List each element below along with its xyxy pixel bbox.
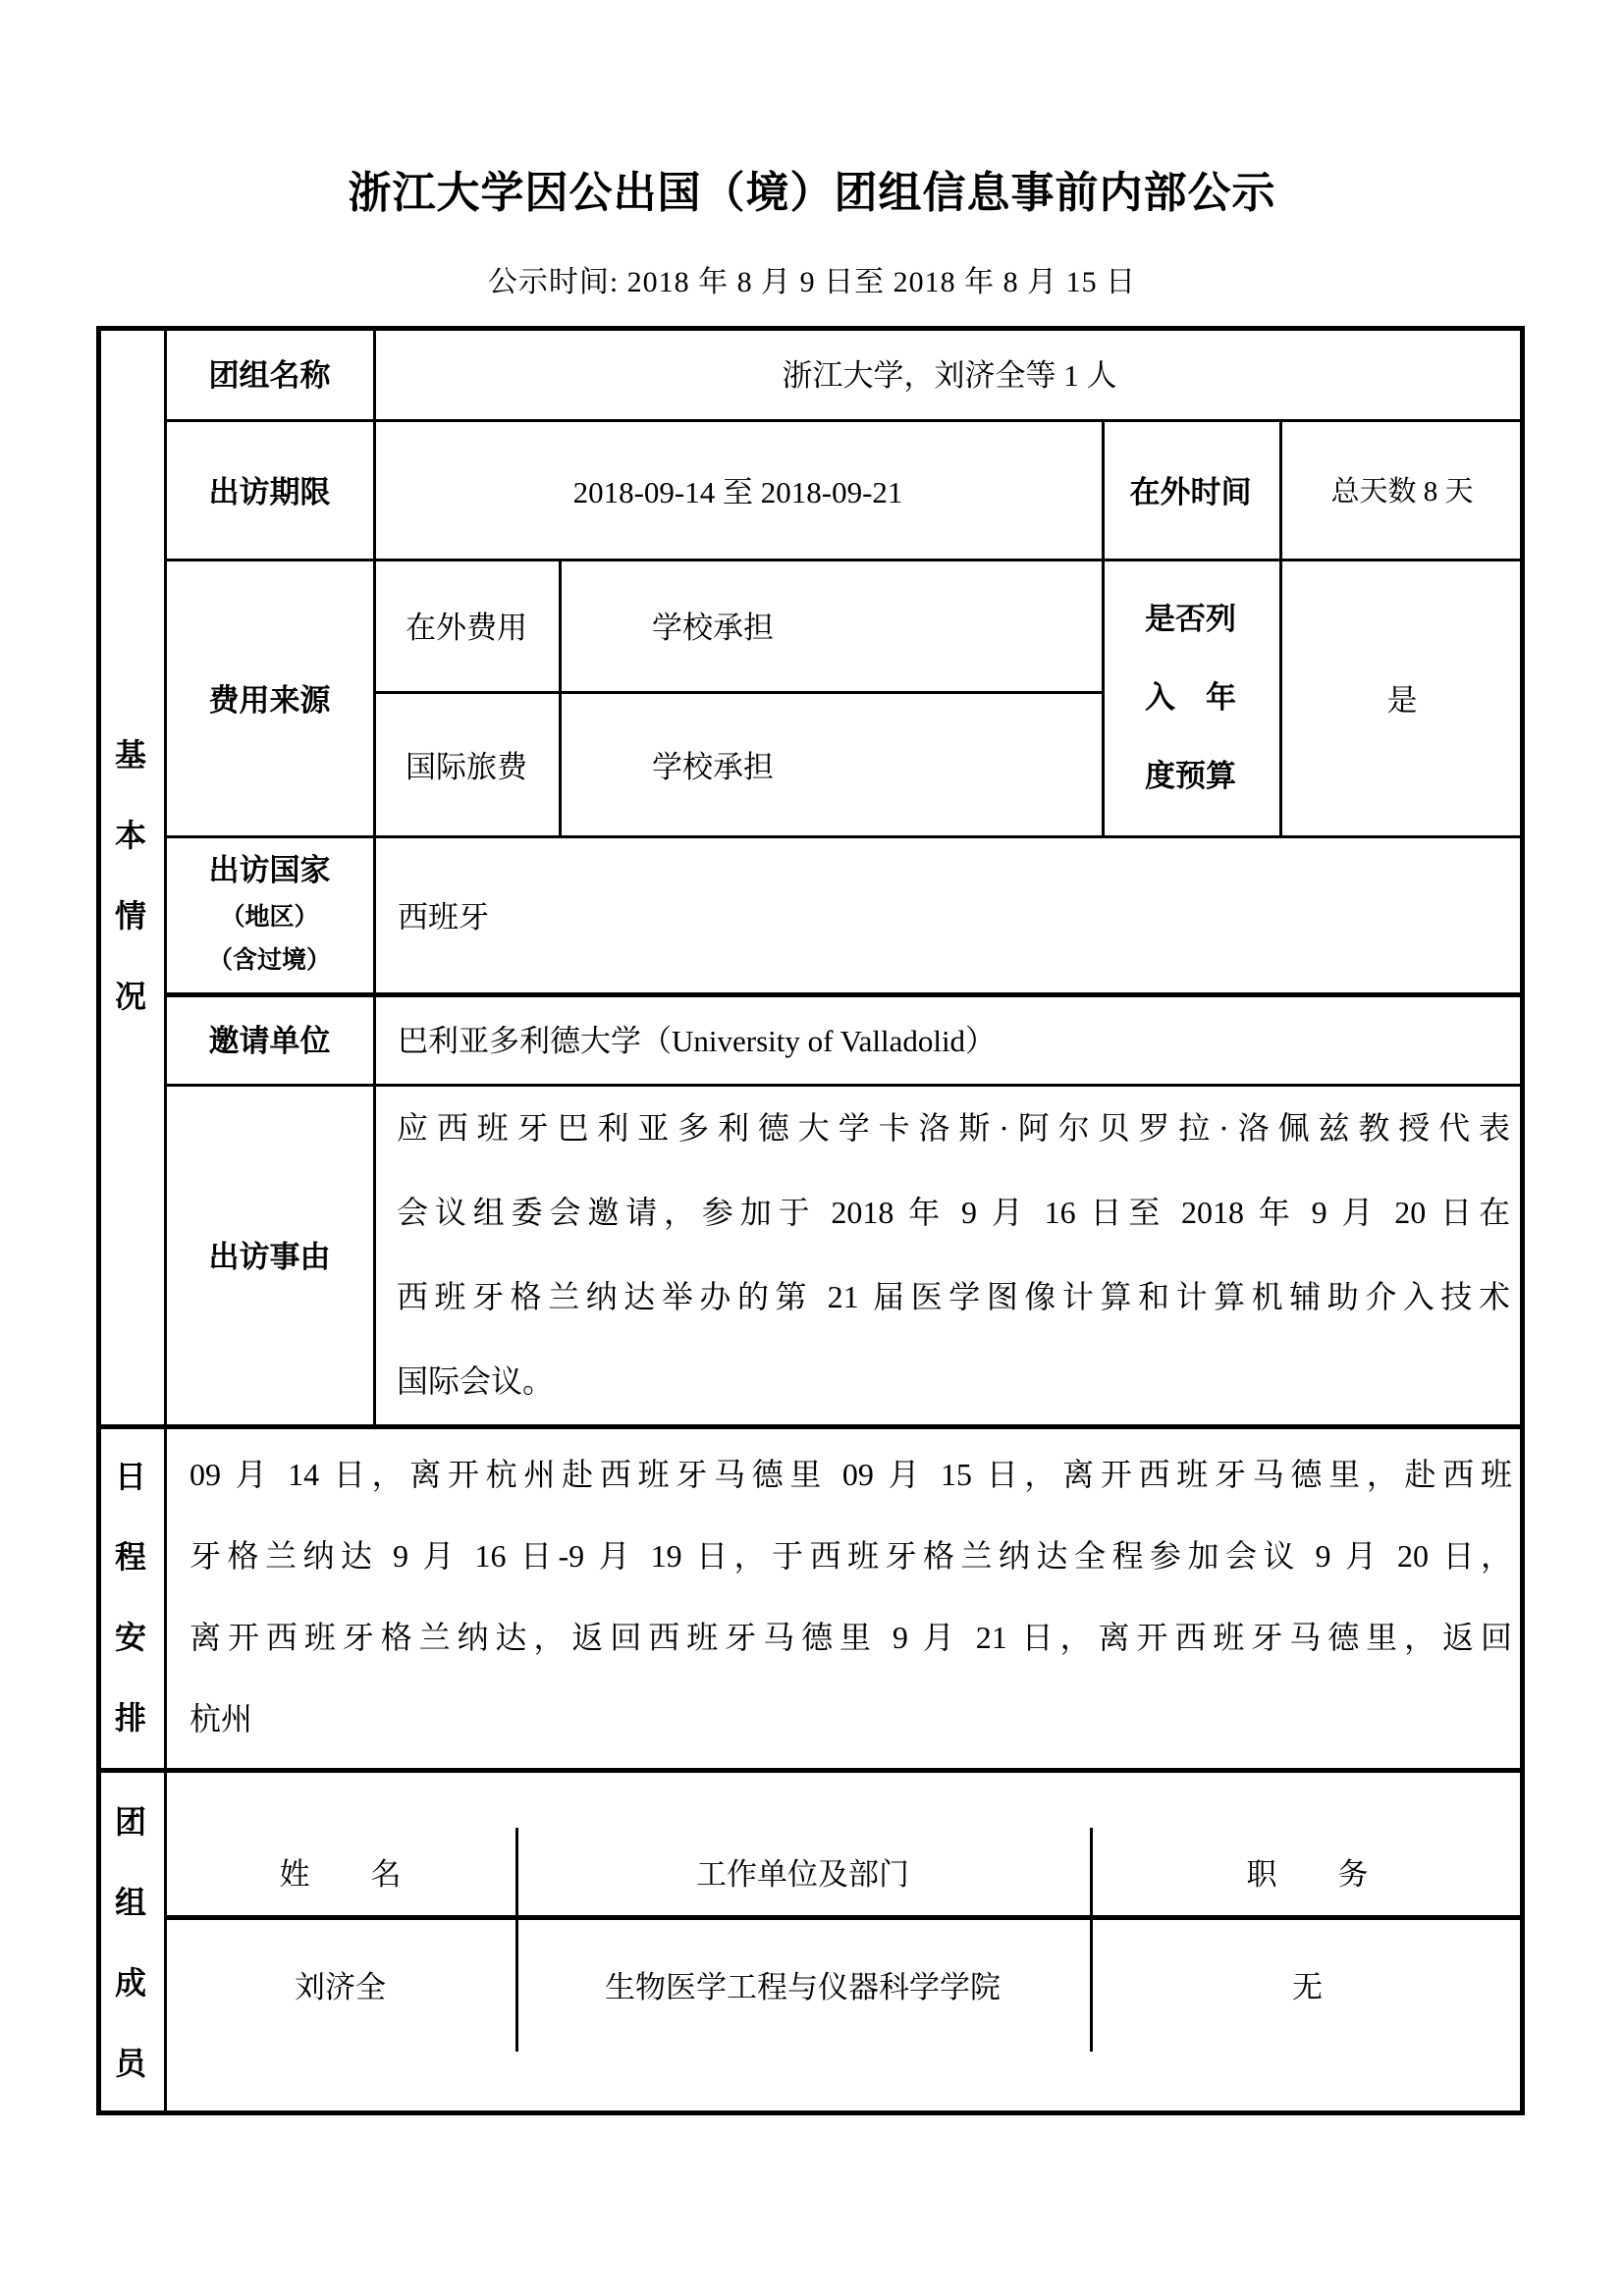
budget-inclusion-value: 是: [1386, 683, 1418, 718]
section-label-members: 团组成员: [114, 1804, 146, 2081]
abroad-cost-value: 学校承担: [652, 611, 774, 645]
itinerary-line: 离开西班牙格兰纳达，返回西班牙马德里 9 月 21 日，离开西班牙马德里，返回: [189, 1620, 1512, 1655]
itinerary-line: 09 月 14 日，离开杭州赴西班牙马德里 09 月 15 日，离开西班牙马德里，赴西班: [189, 1457, 1512, 1492]
budget-inclusion-label: 是否列 入 年 度预算: [1145, 601, 1236, 793]
member-name: 刘济全: [295, 1969, 386, 2004]
visit-countries-value: 西班牙: [398, 899, 489, 934]
intl-travel-cost-label: 国际旅费: [406, 749, 527, 784]
total-days-value: 总天数 8 天: [1330, 475, 1474, 507]
inviter-label: 邀请单位: [208, 1024, 331, 1058]
purpose-line: 会议组委会邀请，参加于 2018 年 9 月 16 日至 2018 年 9 月 20 日在: [397, 1194, 1510, 1230]
page-title: 浙江大学因公出国（境）团组信息事前内部公示: [348, 169, 1276, 217]
visit-countries-label: 出访国家 （地区） （含过境）: [207, 853, 331, 974]
abroad-time-label: 在外时间: [1129, 474, 1252, 509]
group-name-value: 浙江大学，刘济全等 1 人: [782, 358, 1117, 393]
group-name-label: 团组名称: [208, 358, 331, 393]
section-label-itinerary: 日程安排: [114, 1459, 146, 1735]
visit-period-value: 2018-09-14 至 2018-09-21: [572, 474, 903, 509]
intl-travel-cost-value: 学校承担: [652, 749, 774, 784]
abroad-cost-label: 在外费用: [406, 611, 527, 645]
visit-period-label: 出访期限: [208, 474, 331, 509]
section-label-basic-info: 基本情况: [114, 736, 146, 1014]
member-header-org: 工作单位及部门: [696, 1857, 909, 1892]
funding-source-label: 费用来源: [208, 683, 331, 718]
visit-purpose-label: 出访事由: [208, 1240, 331, 1274]
member-header-position: 职 务: [1246, 1857, 1369, 1892]
purpose-line: 国际会议。: [397, 1362, 555, 1399]
itinerary-line: 牙格兰纳达 9 月 16 日-9 月 19 日，于西班牙格兰纳达全程参加会议 9 月 20 日，: [189, 1538, 1512, 1574]
purpose-line: 应西班牙巴利亚多利德大学卡洛斯·阿尔贝罗拉·洛佩兹教授代表: [397, 1109, 1510, 1146]
publicity-period: 公示时间: 2018 年 8 月 9 日至 2018 年 8 月 15 日: [487, 266, 1137, 298]
itinerary-text: [189, 1426, 1512, 1768]
member-org: 生物医学工程与仪器科学学院: [605, 1969, 1001, 2004]
inviter-value: 巴利亚多利德大学（University of Valladolid）: [398, 1024, 997, 1058]
visit-purpose-text: [397, 1084, 1510, 1424]
itinerary-line: 杭州: [189, 1701, 253, 1736]
section-divider: [96, 1768, 1525, 1773]
purpose-line: 西班牙格兰纳达举办的第 21 届医学图像计算和计算机辅助介入技术: [397, 1278, 1510, 1314]
member-position: 无: [1292, 1969, 1323, 2004]
member-header-name: 姓 名: [279, 1857, 402, 1892]
